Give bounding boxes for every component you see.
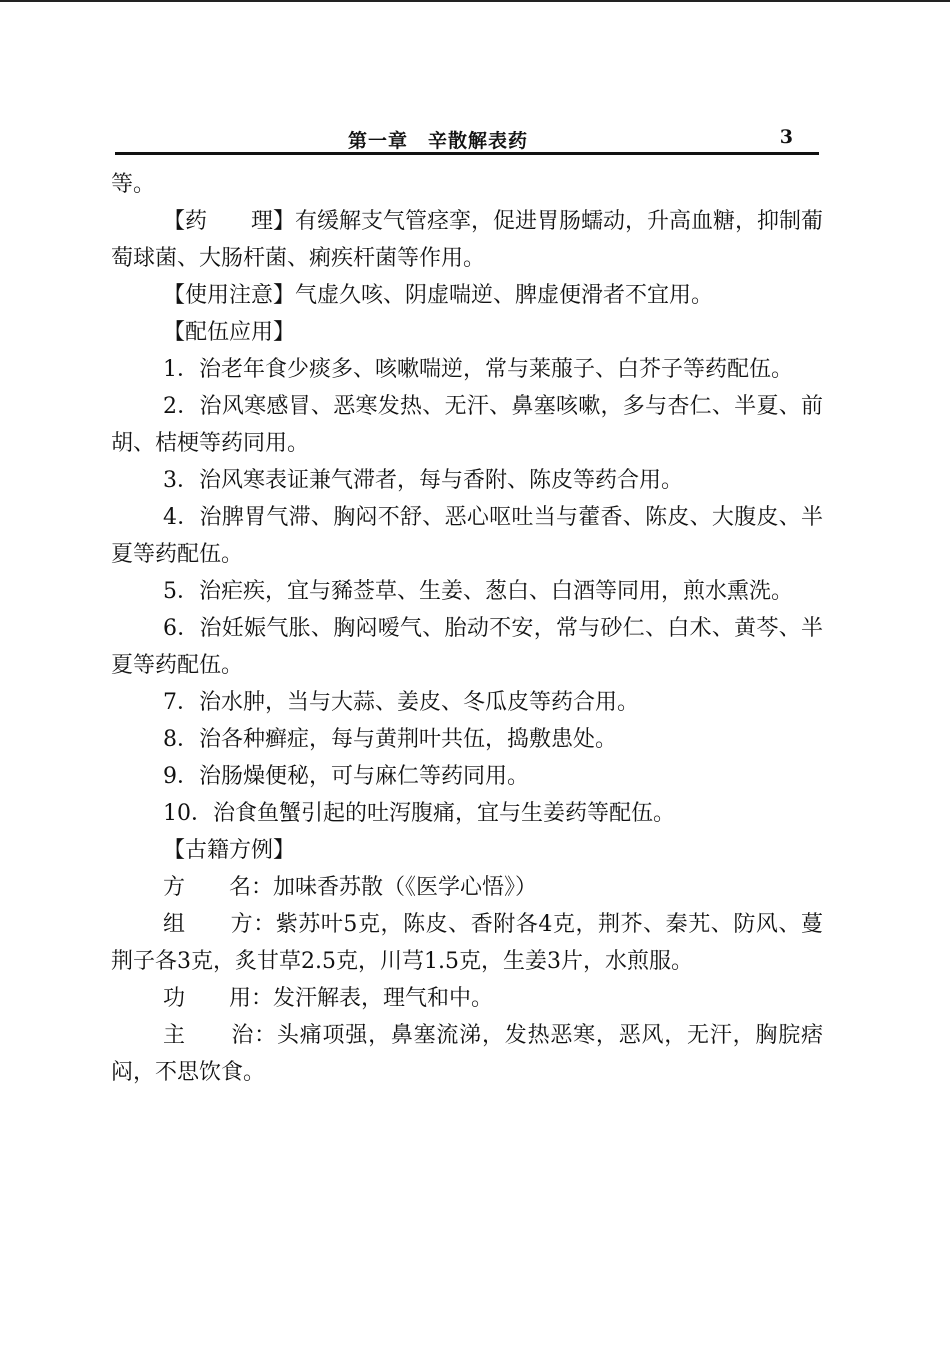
list-item: 2．治风寒感冒、恶寒发热、无汗、鼻塞咳嗽，多与杏仁、半夏、前胡、桔梗等药同用。 — [111, 394, 823, 456]
list-item: 1．治老年食少痰多、咳嗽喘逆，常与莱菔子、白芥子等药配伍。 — [163, 357, 793, 382]
list-item: 7．治水肿，当与大蒜、姜皮、冬瓜皮等药合用。 — [163, 690, 639, 715]
section-compatibility-heading: 【配伍应用】 — [163, 320, 296, 345]
paragraph-continuation: 等。 — [111, 172, 156, 197]
list-item: 5．治疟疾，宜与豨莶草、生姜、葱白、白酒等同用，煎水熏洗。 — [163, 579, 793, 604]
section-classic-prescription-heading: 【古籍方例】 — [163, 838, 296, 863]
page-header — [115, 126, 819, 152]
prescription-indication: 主 治：头痛项强，鼻塞流涕，发热恶寒，恶风，无汗，胸脘痞闷，不思饮食。 — [111, 1023, 823, 1085]
list-item: 9．治肠燥便秘，可与麻仁等药同用。 — [163, 764, 529, 789]
list-item: 6．治妊娠气胀、胸闷嗳气、胎动不安，常与砂仁、白术、黄芩、半夏等药配伍。 — [111, 616, 823, 678]
page-number: 3 — [779, 126, 793, 148]
prescription-composition: 组 方：紫苏叶5克，陈皮、香附各4克，荆芥、秦艽、防风、蔓荆子各3克，炙甘草2.5克，川芎1.5克，生姜3片，水煎服。 — [111, 912, 823, 974]
prescription-name: 方 名：加味香苏散（《医学心悟》） — [163, 875, 538, 900]
header-rule — [115, 152, 819, 155]
list-item: 10．治食鱼蟹引起的吐泻腹痛，宜与生姜药等配伍。 — [163, 801, 675, 826]
body-text — [111, 166, 823, 1091]
chapter-title: 第一章 辛散解表药 — [348, 130, 529, 152]
section-pharmacology: 【药 理】有缓解支气管痉挛，促进胃肠蠕动，升高血糖，抑制葡萄球菌、大肠杆菌、痢疾杆菌等作用。 — [111, 209, 824, 271]
list-item: 3．治风寒表证兼气滞者，每与香附、陈皮等药合用。 — [163, 468, 683, 493]
prescription-function: 功 用：发汗解表，理气和中。 — [163, 986, 494, 1011]
page-top-edge — [0, 0, 950, 2]
section-precautions: 【使用注意】气虚久咳、阴虚喘逆、脾虚便滑者不宜用。 — [163, 283, 714, 308]
list-item: 8．治各种癣症，每与黄荆叶共伍，捣敷患处。 — [163, 727, 617, 752]
list-item: 4．治脾胃气滞、胸闷不舒、恶心呕吐当与藿香、陈皮、大腹皮、半夏等药配伍。 — [111, 505, 823, 567]
